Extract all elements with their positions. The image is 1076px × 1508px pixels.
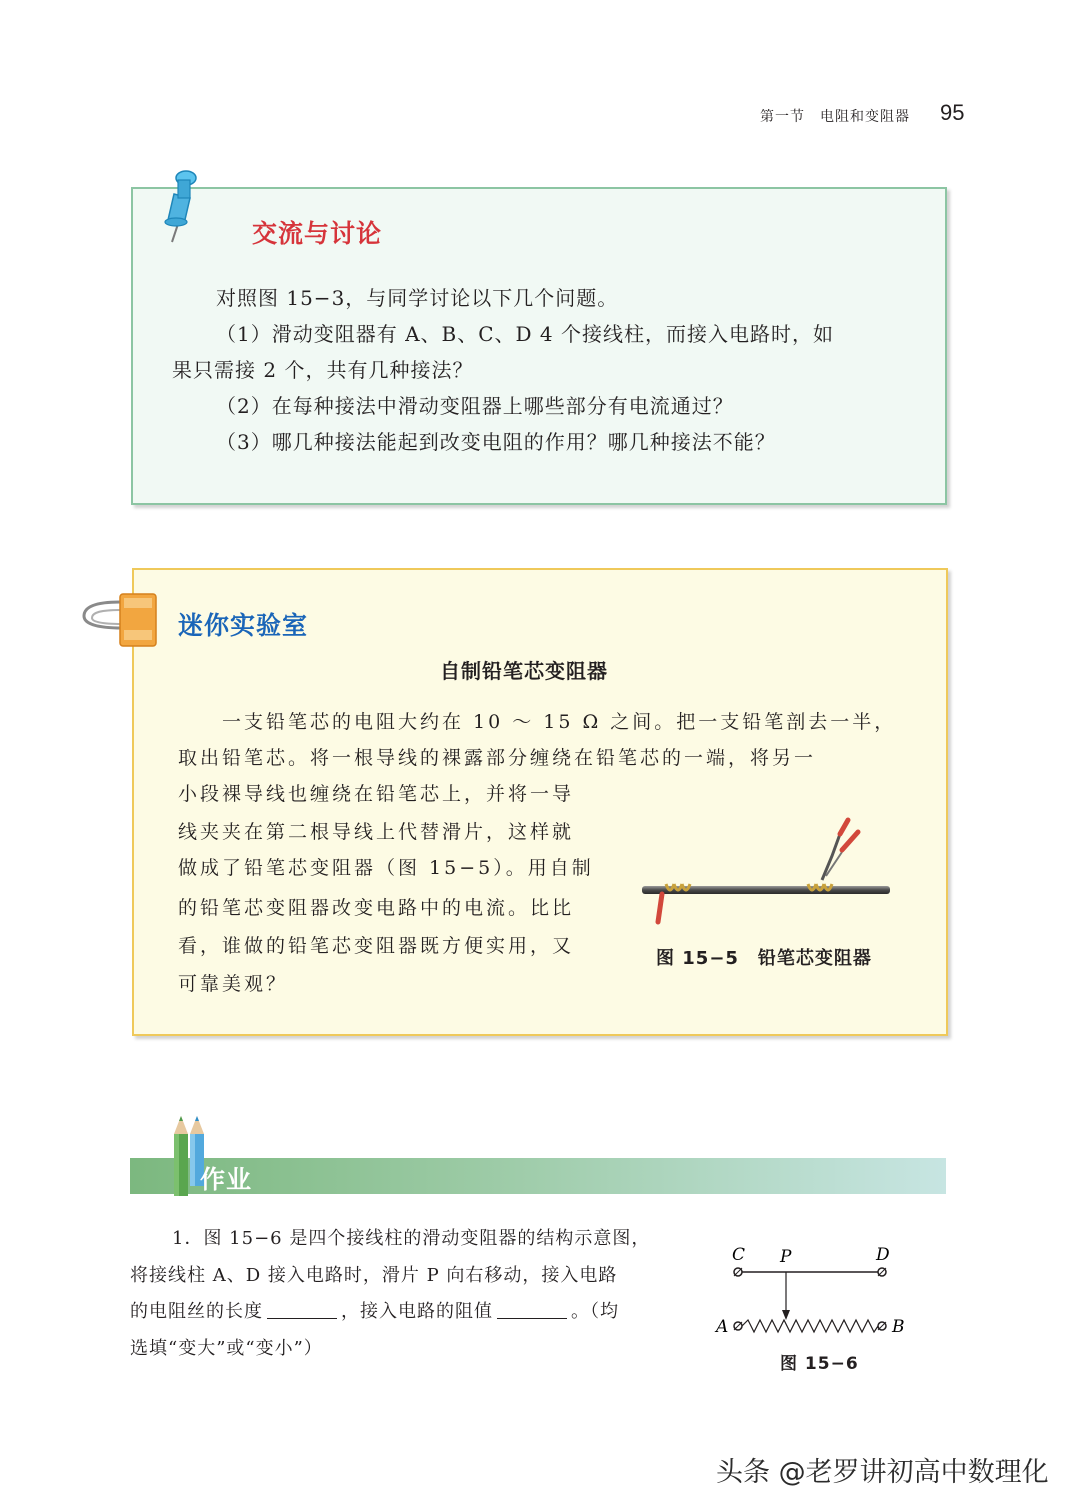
mini-lab-text-line: 小段裸导线也缠绕在铅笔芯上，并将一导: [178, 783, 575, 805]
mini-lab-text-line: 可靠美观？: [178, 973, 289, 995]
mini-lab-title: 迷你实验室: [178, 611, 309, 640]
mini-lab-text-line: 一支铅笔芯的电阻大约在 10 ～ 15 Ω 之间。把一支铅笔剖去一半，: [222, 711, 897, 733]
pencil-lead-rheostat-illustration: [636, 814, 896, 934]
mini-lab-text-line: 取出铅笔芯。将一根导线的裸露部分缠绕在铅笔芯的一端，将另一: [178, 747, 817, 769]
slider-p-label: P: [780, 1247, 792, 1267]
homework-text: ，接入电路的阻值: [341, 1301, 493, 1322]
homework-question-1-line-4: 选填“变大”或“变小”）: [130, 1338, 323, 1359]
discussion-question-1-line-1: （1）滑动变阻器有 A、B、C、D 4 个接线柱，而接入电路时，如: [216, 322, 834, 346]
discussion-question-3: （3）哪几种接法能起到改变电阻的作用？哪几种接法不能？: [216, 430, 776, 454]
mini-lab-text-line: 看，谁做的铅笔芯变阻器既方便实用，又: [178, 935, 575, 957]
discussion-title: 交流与讨论: [252, 219, 383, 248]
homework-question-1-line-1: 1．图 15−6 是四个接线柱的滑动变阻器的结构示意图，: [172, 1228, 651, 1249]
discussion-intro: 对照图 15−3，与同学讨论以下几个问题。: [216, 286, 619, 310]
figure-15-5-caption: 图 15−5 铅笔芯变阻器: [656, 948, 872, 969]
homework-text: 的电阻丝的长度: [130, 1301, 263, 1322]
homework-text: 。（均: [571, 1301, 619, 1322]
discussion-question-1-line-2: 果只需接 2 个，共有几种接法？: [172, 358, 474, 382]
running-head: 第一节 电阻和变阻器: [760, 109, 910, 125]
sliding-rheostat-diagram: [712, 1240, 912, 1340]
watermark: 头条 @老罗讲初高中数理化: [716, 1457, 1049, 1488]
page-number: 95: [940, 100, 965, 125]
discussion-question-2: （2）在每种接法中滑动变阻器上哪些部分有电流通过？: [216, 394, 734, 418]
pushpin-icon: [160, 166, 210, 246]
binder-clip-icon: [80, 592, 162, 650]
figure-15-6-caption: 图 15−6: [780, 1354, 859, 1374]
mini-lab-text-line: 的铅笔芯变阻器改变电路中的电流。比比: [178, 897, 575, 919]
homework-header-bar: [130, 1158, 946, 1194]
terminal-b-label: B: [892, 1317, 905, 1337]
answer-blank-length[interactable]: [267, 1300, 337, 1319]
homework-title: 作业: [200, 1165, 253, 1194]
homework-question-1-line-2: 将接线柱 A、D 接入电路时，滑片 P 向右移动，接入电路: [130, 1265, 618, 1286]
mini-lab-text-line: 做成了铅笔芯变阻器（图 15−5）。用自制: [178, 857, 594, 879]
terminal-a-label: A: [716, 1317, 729, 1337]
homework-question-1-line-3: [130, 1295, 619, 1329]
terminal-d-label: D: [876, 1245, 890, 1265]
terminal-c-label: C: [732, 1245, 746, 1265]
mini-lab-subtitle: 自制铅笔芯变阻器: [440, 659, 608, 683]
mini-lab-text-line: 线夹夹在第二根导线上代替滑片，这样就: [178, 821, 575, 843]
answer-blank-resistance[interactable]: [497, 1300, 567, 1319]
